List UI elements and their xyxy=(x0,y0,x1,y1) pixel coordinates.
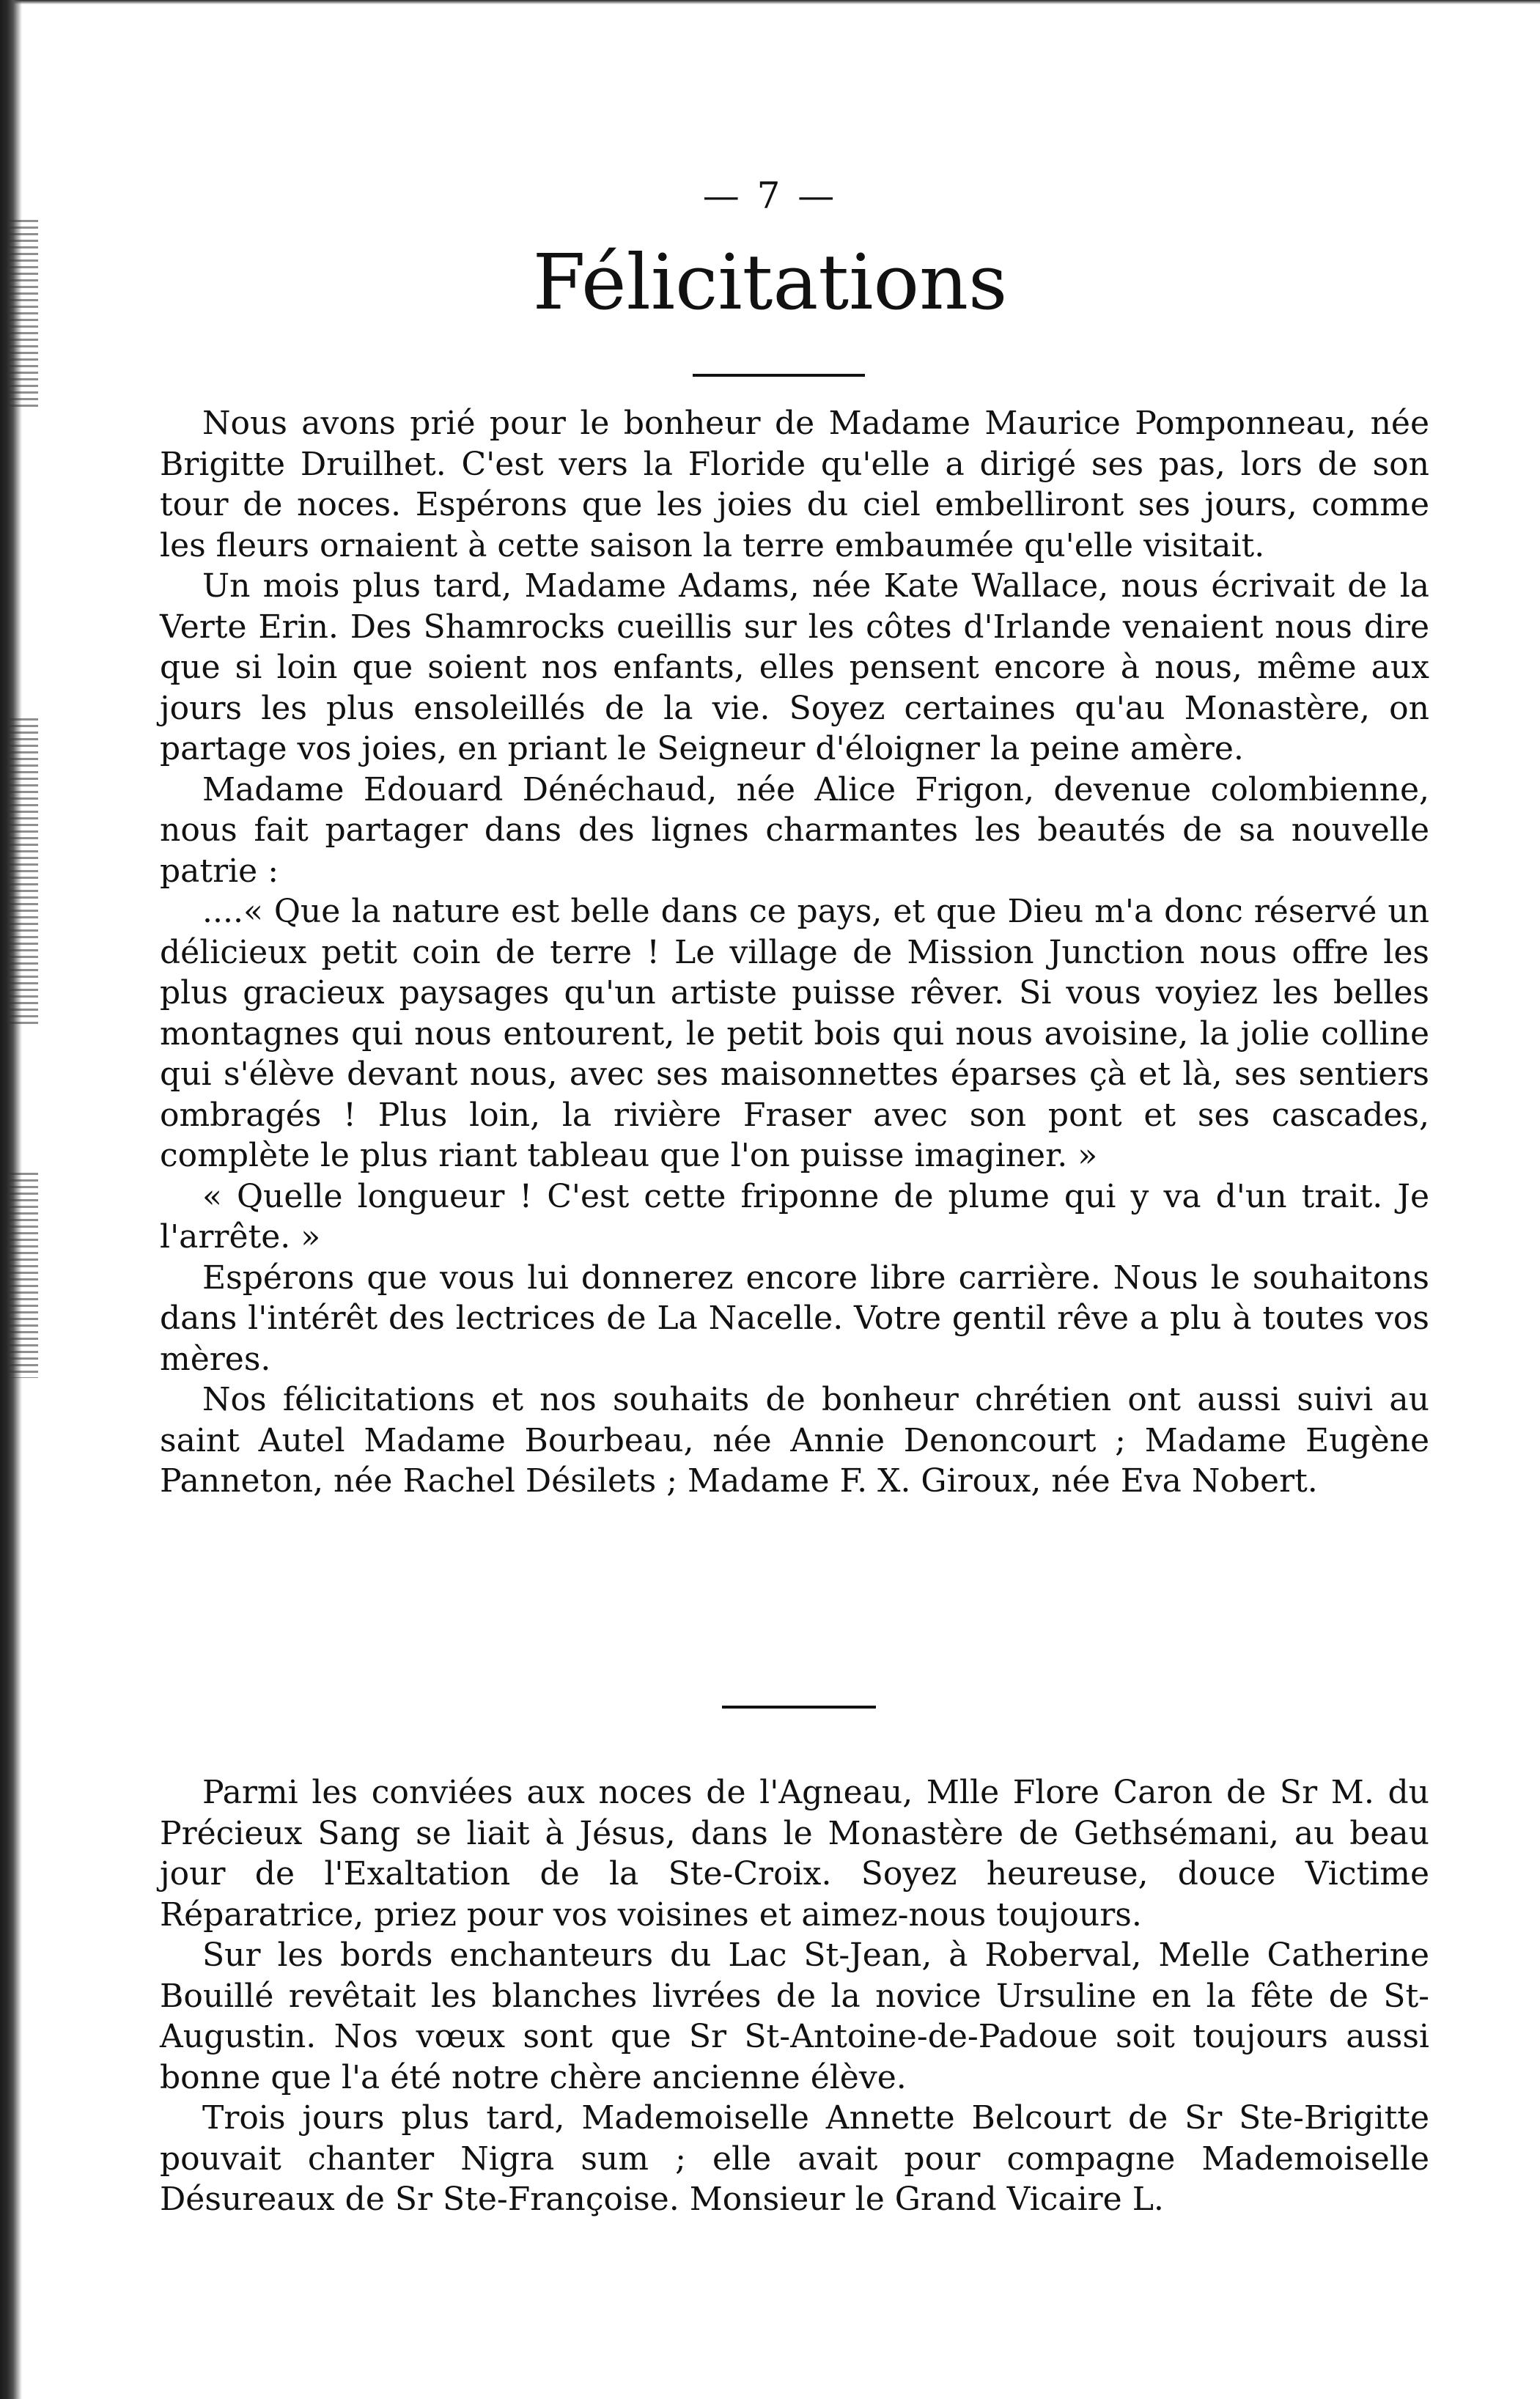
paragraph: Madame Edouard Dénéchaud, née Alice Frigon, devenue colombienne, nous fait partager dans des lignes charmantes les beautés de sa nouvelle patrie : xyxy=(160,770,1429,890)
paragraph: Nos félicitations et nos souhaits de bonheur chrétien ont aussi suivi au saint Autel Madame Bourbeau, née Annie Denoncourt ; Madame Eugène Panneton, née Rachel Désilets ; Madame F. X. Giroux, née Eva Nobert. xyxy=(160,1381,1429,1500)
divider-rule xyxy=(722,1706,876,1709)
article-section-marriages xyxy=(160,403,1429,1502)
paragraph: Espérons que vous lui donnerez encore libre carrière. Nous le souhaitons dans l'intérêt des lectrices de La Nacelle. Votre gentil rêve a plu à toutes vos mères. xyxy=(160,1259,1429,1378)
scan-edge-speckle xyxy=(9,1173,38,1378)
scan-edge-speckle xyxy=(9,718,38,1026)
scan-top-edge xyxy=(0,0,1540,4)
page-title: Félicitations xyxy=(532,237,1008,327)
paragraph: Sur les bords enchanteurs du Lac St-Jean, à Roberval, Melle Catherine Bouillé revêtait les blanches livrées de la novice Ursuline en la fête de St-Augustin. Nos vœux sont que Sr St-Antoine-de-Padoue soit toujours aussi bonne que l'a été notre chère ancienne élève. xyxy=(160,1936,1429,2096)
divider-rule xyxy=(693,374,865,377)
page-number: — 7 — xyxy=(702,174,838,217)
paragraph: Parmi les conviées aux noces de l'Agneau, Mlle Flore Caron de Sr M. du Précieux Sang se liait à Jésus, dans le Monastère de Gethsémani, au beau jour de l'Exaltation de la Ste-Croix. Soyez heureuse, douce Victime Réparatrice, priez pour vos voisines et aimez-nous toujours. xyxy=(160,1774,1429,1934)
quoted-paragraph: « Quelle longueur ! C'est cette friponne de plume qui y va d'un trait. Je l'arrête. » xyxy=(160,1177,1429,1256)
article-section-vocations xyxy=(160,1772,1429,2220)
paragraph: Un mois plus tard, Madame Adams, née Kate Wallace, nous écrivait de la Verte Erin. Des Shamrocks cueillis sur les côtes d'Irlande venaient nous dire que si loin que soient nos enfants, elles pensent encore à nous, même aux jours les plus ensoleillés de la vie. Soyez certaines qu'au Monastère, on partage vos joies, en priant le Seigneur d'éloigner la peine amère. xyxy=(160,567,1429,767)
quoted-paragraph: ....« Que la nature est belle dans ce pays, et que Dieu m'a donc réservé un délicieux petit coin de terre ! Le village de Mission Junction nous offre les plus gracieux paysages qu'un artiste puisse rêver. Si vous voyiez les belles montagnes qui nous entourent, le petit bois qui nous avoisine, la jolie colline qui s'élève devant nous, avec ses maisonnettes éparses çà et là, ses sentiers ombragés ! Plus loin, la rivière Fraser avec son pont et ses cascades, complète le plus riant tableau que l'on puisse imaginer. » xyxy=(160,893,1429,1174)
paragraph: Nous avons prié pour le bonheur de Madame Maurice Pomponneau, née Brigitte Druilhet. C'est vers la Floride qu'elle a dirigé ses pas, lors de son tour de noces. Espérons que les joies du ciel embelliront ses jours, comme les fleurs ornaient à cette saison la terre embaumée qu'elle visitait. xyxy=(160,405,1429,564)
paragraph: Trois jours plus tard, Mademoiselle Annette Belcourt de Sr Ste-Brigitte pouvait chanter Nigra sum ; elle avait pour compagne Mademoiselle Désureaux de Sr Ste-Françoise. Monsieur le Grand Vicaire L. xyxy=(160,2099,1429,2218)
